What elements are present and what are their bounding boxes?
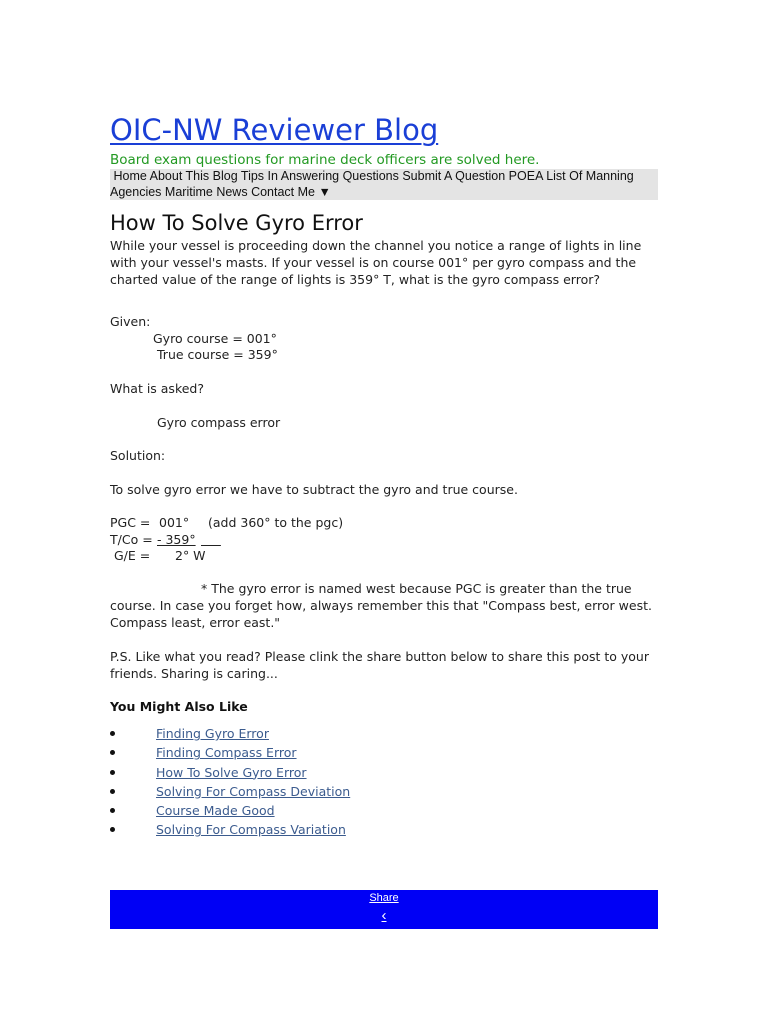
blog-description: Board exam questions for marine deck officers are solved here. [110, 152, 540, 168]
bullet-icon [110, 808, 115, 813]
related-link-finding-compass-error[interactable]: Finding Compass Error [156, 745, 297, 761]
asked-label: What is asked? [110, 381, 205, 396]
question-text: While your vessel is proceeding down the channel you notice a range of lights in line with your vessel's masts. If your vessel is on course 001° per gyro compass and the charted value of the range of lights is 359° T, what is the gyro compass error? [110, 238, 642, 287]
bullet-icon [110, 731, 115, 736]
solution-text: To solve gyro error we have to subtract the gyro and true course. [110, 482, 518, 497]
nav-item-contact[interactable]: Contact Me [251, 184, 315, 199]
ge-value: 2° W [175, 548, 206, 563]
bullet-icon [110, 770, 115, 775]
tco-underline-extension [201, 532, 223, 549]
explanation-note: * The gyro error is named west because PGC is greater than the true course. In case you forget how, always remember this that "Compass best, error west. Compass least, error east." [110, 581, 652, 630]
pgc-label: PGC = [110, 515, 151, 530]
post-title: How To Solve Gyro Error [110, 211, 363, 235]
nav-item-tips[interactable]: Tips In Answering Questions [240, 169, 399, 183]
nav-item-home[interactable]: Home [113, 169, 147, 183]
nav-dropdown-icon[interactable]: ▼ [318, 184, 331, 199]
pgc-value: 001° [159, 515, 190, 530]
ge-label: G/E = [114, 548, 151, 563]
given-true-course: True course = 359° [157, 347, 278, 362]
share-button[interactable]: Share [369, 892, 399, 904]
main-navigation [110, 169, 658, 200]
asked-value: Gyro compass error [157, 415, 281, 430]
tco-label: T/Co = [110, 532, 153, 547]
related-link-course-made-good[interactable]: Course Made Good [156, 803, 275, 819]
solution-label: Solution: [110, 448, 166, 463]
blog-title-link[interactable]: OIC-NW Reviewer Blog [110, 113, 439, 147]
chevron-left-icon[interactable]: ‹ [381, 907, 387, 924]
given-gyro-course: Gyro course = 001° [153, 331, 277, 346]
related-link-finding-gyro-error[interactable]: Finding Gyro Error [156, 726, 269, 741]
tco-value: - 359° [157, 532, 196, 547]
nav-item-about[interactable]: About This Blog [149, 169, 238, 183]
related-link-compass-deviation[interactable]: Solving For Compass Deviation [156, 783, 351, 799]
share-prompt-text: P.S. Like what you read? Please clink the share button below to share this post to your friends. Sharing is caring... [110, 649, 649, 681]
related-link-how-to-solve-gyro-error[interactable]: How To Solve Gyro Error [156, 764, 307, 780]
nav-item-poea-list[interactable]: POEA List Of Manning Agencies [110, 169, 634, 199]
given-label: Given: [110, 314, 151, 329]
bullet-icon [110, 789, 115, 794]
related-link-compass-variation[interactable]: Solving For Compass Variation [156, 822, 346, 838]
pgc-note: (add 360° to the pgc) [208, 515, 344, 530]
share-bar [110, 890, 658, 929]
bullet-icon [110, 750, 115, 755]
bullet-icon [110, 827, 115, 832]
nav-item-maritime-news[interactable]: Maritime News [164, 184, 248, 199]
related-heading: You Might Also Like [110, 699, 248, 714]
nav-item-submit-question[interactable]: Submit A Question [402, 169, 506, 183]
